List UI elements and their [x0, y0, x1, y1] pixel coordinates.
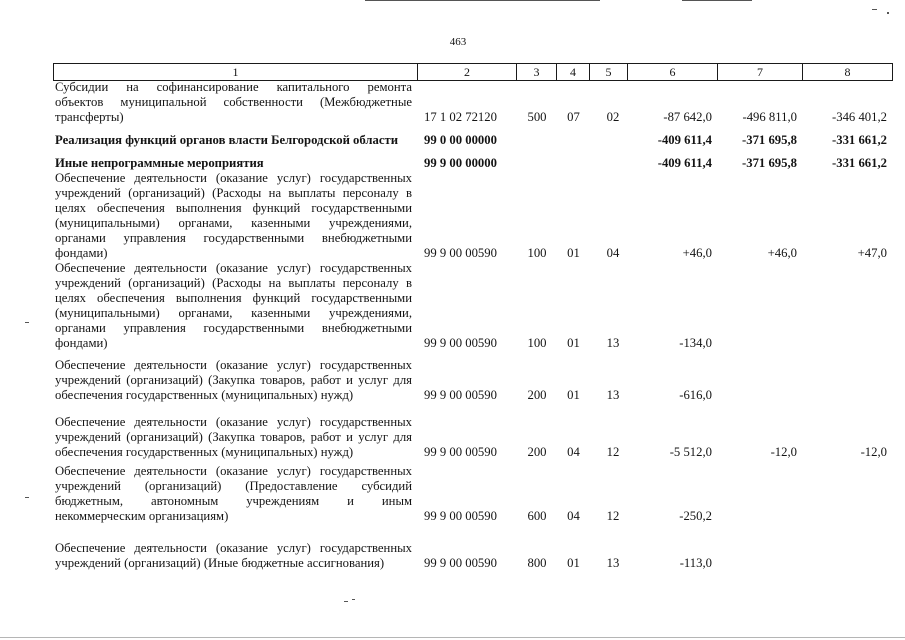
description-line: учреждений (организаций) (Расходы на выплаты персоналу в — [55, 186, 412, 200]
amount-column-6: -5 512,0 — [669, 445, 712, 459]
header-cell-4: 4 — [557, 64, 590, 80]
description-line: бюджетным, автономным учреждениям и иным — [55, 494, 412, 508]
expense-type-code: 500 — [527, 110, 547, 124]
description-line: фондами) — [55, 336, 108, 350]
description-line: некоммерческим организациям) — [55, 509, 229, 523]
header-cell-3: 3 — [517, 64, 557, 80]
section-code: 07 — [567, 110, 580, 124]
amount-column-7: -496 811,0 — [742, 110, 797, 124]
subsection-code: 04 — [606, 246, 620, 260]
expense-type-code: 200 — [527, 388, 547, 402]
section-code: 04 — [567, 509, 580, 523]
description-line: Обеспечение деятельности (оказание услуг) государственных — [55, 261, 412, 275]
description-line: Обеспечение деятельности (оказание услуг) государственных — [55, 358, 412, 372]
target-article-code: 99 9 00 00590 — [424, 336, 497, 350]
amount-column-7: -371 695,8 — [742, 133, 797, 147]
description-line: учреждений (организаций) (Закупка товаров, работ и услуг для — [55, 430, 412, 444]
description-line: Обеспечение деятельности (оказание услуг) государственных — [55, 541, 412, 555]
description-line: целях обеспечения выполнения функций государственными — [55, 291, 412, 305]
description-line: (муниципальными) органами, казенными учреждениями, — [55, 306, 412, 320]
scan-artifact — [887, 12, 889, 14]
section-code: 01 — [567, 556, 580, 570]
description-line: органами управления государственными внебюджетными — [55, 321, 412, 335]
subsection-code: 12 — [606, 509, 620, 523]
amount-column-6: -134,0 — [679, 336, 712, 350]
amount-column-7: -12,0 — [770, 445, 797, 459]
description-line: учреждений (организаций) (Закупка товаров, работ и услуг для — [55, 373, 412, 387]
section-code: 01 — [567, 246, 580, 260]
target-article-code: 99 9 00 00590 — [424, 246, 497, 260]
amount-column-7: +46,0 — [767, 246, 797, 260]
section-code: 01 — [567, 388, 580, 402]
header-cell-8: 8 — [844, 65, 851, 79]
page-number: 463 — [449, 36, 467, 48]
scan-artifact — [365, 0, 600, 1]
amount-column-7: -371 695,8 — [742, 156, 797, 170]
amount-column-6: -113,0 — [679, 556, 712, 570]
table-header — [53, 63, 893, 81]
amount-column-8: -12,0 — [860, 445, 887, 459]
description-line: учреждений (организаций) (Иные бюджетные ассигнования) — [55, 556, 385, 570]
expense-type-code: 600 — [527, 509, 547, 523]
amount-column-6: -409 611,4 — [657, 156, 712, 170]
amount-column-6: -616,0 — [679, 388, 712, 402]
target-article-code: 99 9 00 00590 — [424, 445, 497, 459]
subsection-code: 12 — [606, 445, 620, 459]
section-code: 01 — [567, 336, 580, 350]
description-line: Реализация функций органов власти Белгородской области — [55, 133, 399, 147]
amount-column-6: +46,0 — [682, 246, 712, 260]
target-article-code: 99 9 00 00590 — [424, 509, 497, 523]
amount-column-6: -250,2 — [679, 509, 712, 523]
header-cell-1: 1 — [54, 64, 418, 80]
scan-artifact — [682, 0, 752, 1]
scan-artifact — [0, 637, 905, 638]
scan-artifact — [872, 9, 877, 10]
amount-column-8: +47,0 — [857, 246, 887, 260]
amount-column-8: -331 661,2 — [832, 156, 887, 170]
scan-artifact — [352, 599, 355, 600]
description-line: целях обеспечения выполнения функций государственными — [55, 201, 412, 215]
description-line: трансферты) — [55, 110, 124, 124]
subsection-code: 13 — [606, 556, 620, 570]
target-article-code: 99 0 00 00000 — [424, 133, 497, 147]
header-cell-5: 5 — [590, 64, 628, 80]
amount-column-8: -331 661,2 — [832, 133, 887, 147]
subsection-code: 13 — [606, 336, 620, 350]
description-line: объектов муниципальной собственности (Межбюджетные — [55, 95, 412, 109]
description-line: учреждений (организаций) (Предоставление субсидий — [55, 479, 412, 493]
amount-column-6: -87 642,0 — [663, 110, 712, 124]
amount-column-8: -346 401,2 — [832, 110, 887, 124]
target-article-code: 17 1 02 72120 — [424, 110, 497, 124]
target-article-code: 99 9 00 00590 — [424, 388, 497, 402]
scan-artifact — [344, 601, 348, 602]
expense-type-code: 800 — [527, 556, 547, 570]
expense-type-code: 100 — [527, 336, 547, 350]
header-cell-2: 2 — [418, 64, 517, 80]
header-cell-7: 7 — [718, 64, 803, 80]
subsection-code: 02 — [606, 110, 620, 124]
description-line: обеспечения государственных (муниципальных) нужд) — [55, 388, 354, 402]
description-line: Обеспечение деятельности (оказание услуг) государственных — [55, 171, 412, 185]
description-line: Обеспечение деятельности (оказание услуг) государственных — [55, 464, 412, 478]
description-line: Обеспечение деятельности (оказание услуг) государственных — [55, 415, 412, 429]
expense-type-code: 200 — [527, 445, 547, 459]
description-line: обеспечения государственных (муниципальных) нужд) — [55, 445, 354, 459]
description-line: фондами) — [55, 246, 108, 260]
target-article-code: 99 9 00 00000 — [424, 156, 497, 170]
description-line: (муниципальными) органами, казенными учреждениями, — [55, 216, 412, 230]
subsection-code: 13 — [606, 388, 620, 402]
description-line: учреждений (организаций) (Расходы на выплаты персоналу в — [55, 276, 412, 290]
description-line: органами управления государственными внебюджетными — [55, 231, 412, 245]
section-code: 04 — [567, 445, 580, 459]
header-cell-6: 6 — [628, 64, 718, 80]
scan-artifact — [25, 322, 29, 323]
description-line: Субсидии на софинансирование капитального ремонта — [55, 80, 412, 94]
target-article-code: 99 9 00 00590 — [424, 556, 497, 570]
scan-artifact — [25, 497, 29, 498]
amount-column-6: -409 611,4 — [657, 133, 712, 147]
expense-type-code: 100 — [527, 246, 547, 260]
description-line: Иные непрограммные мероприятия — [55, 156, 264, 170]
